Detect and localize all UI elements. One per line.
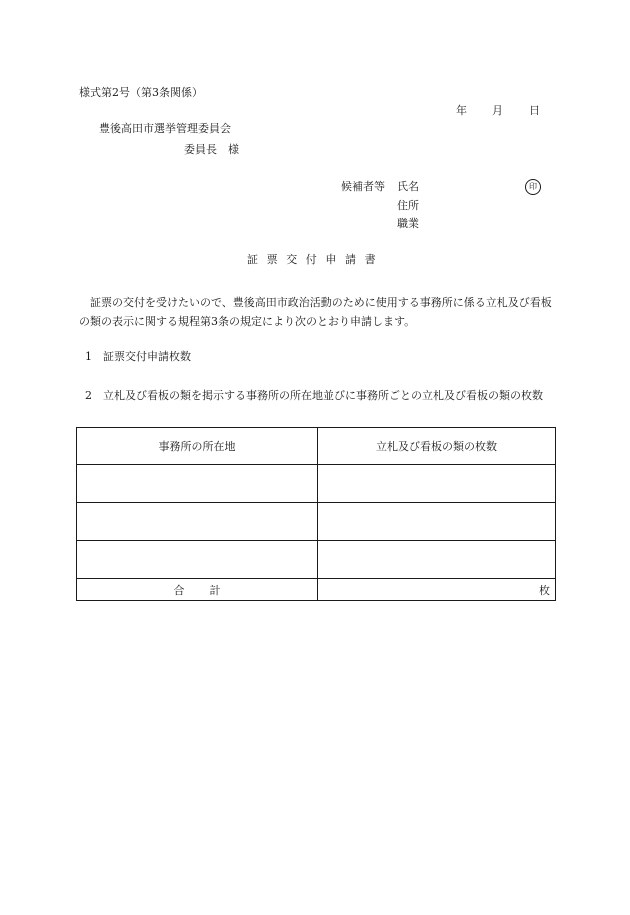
application-statement: 証票の交付を受けたいので、豊後高田市政治活動のために使用する事務所に係る立札及び看板の類の表示に関する規程第3条の規定により次のとおり申請します。	[79, 296, 552, 328]
applicant-name-label: 氏名	[397, 180, 419, 193]
office-location-cell[interactable]	[77, 503, 318, 541]
applicant-occupation-label: 職業	[397, 217, 419, 230]
total-unit: 枚	[318, 579, 556, 601]
date-year-label: 年	[456, 104, 467, 117]
total-label: 合計	[77, 579, 318, 601]
item-application-count: 1 証票交付申請枚数	[85, 350, 191, 363]
addressee-chairman: 委員長 様	[184, 143, 239, 156]
table-row	[77, 503, 556, 541]
addressee-committee: 豊後高田市選挙管理委員会	[99, 122, 231, 135]
item-office-locations: 2 立札及び看板の類を掲示する事務所の所在地並びに事務所ごとの立札及び看板の類の枚数	[85, 389, 543, 402]
header-office-location: 事務所の所在地	[77, 428, 318, 465]
applicant-label: 候補者等	[341, 180, 385, 193]
applicant-address-label: 住所	[397, 199, 419, 212]
date-day-label: 日	[529, 104, 540, 117]
table-row	[77, 465, 556, 503]
office-location-cell[interactable]	[77, 541, 318, 579]
sign-count-cell[interactable]	[318, 503, 556, 541]
table-row	[77, 541, 556, 579]
date-month-label: 月	[492, 104, 503, 117]
header-sign-count: 立札及び看板の類の枚数	[318, 428, 556, 465]
sign-count-cell[interactable]	[318, 541, 556, 579]
office-table	[76, 427, 556, 601]
table-header-row	[77, 428, 556, 465]
sign-count-cell[interactable]	[318, 465, 556, 503]
document-title: 証票交付申請書	[247, 253, 385, 266]
seal-mark: 印	[525, 179, 541, 195]
form-number: 様式第2号（第3条関係）	[79, 86, 203, 99]
table-total-row	[77, 579, 556, 601]
office-location-cell[interactable]	[77, 465, 318, 503]
